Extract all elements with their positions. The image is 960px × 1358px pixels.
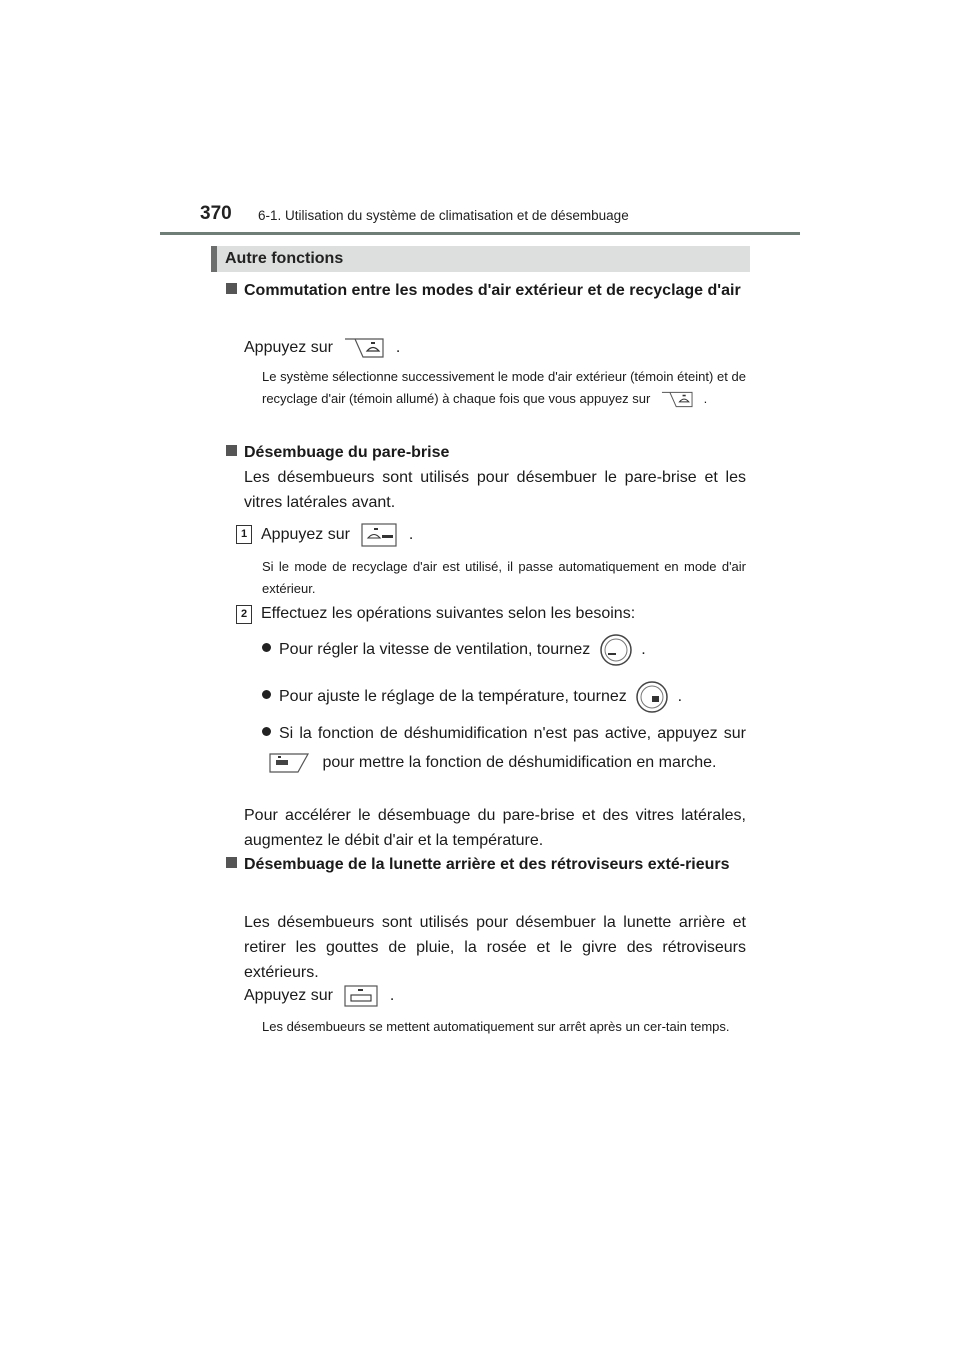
section-accent [211, 246, 217, 272]
step-number-2: 2 [236, 605, 252, 624]
rear-heading: Désembuage de la lunette arrière et des rétroviseurs exté-rieurs [226, 852, 746, 877]
section-title-bar [211, 246, 750, 272]
step-number-1: 1 [236, 525, 252, 544]
section-title: Autre fonctions [225, 250, 344, 267]
fan-speed-knob-icon [599, 633, 633, 667]
recirc-heading: Commutation entre les modes d'air extérieur et de recyclage d'air [226, 278, 746, 303]
round-bullet-icon [262, 643, 271, 652]
recirculation-button-icon [660, 390, 694, 409]
recirc-note: Le système sélectionne successivement le mode d'air extérieur (témoin éteint) et de recyclage d'air (témoin allumé) à chaque fois que vous appuyez sur . [262, 366, 746, 410]
round-bullet-icon [262, 690, 271, 699]
step1-instruction: Appuyez sur . [261, 522, 746, 548]
header-rule [160, 232, 800, 235]
windshield-intro: Les désembueurs sont utilisés pour désembuer le pare-brise et les vitres latérales avant. [244, 469, 746, 511]
windshield-heading: Désembuage du pare-brise [226, 440, 746, 465]
rear-defogger-button-icon [343, 984, 379, 1008]
step1-note: Si le mode de recyclage d'air est utilisé, il passe automatiquement en mode d'air extérieur. [262, 559, 746, 596]
square-bullet-icon [226, 283, 237, 294]
running-head: 6-1. Utilisation du système de climatisation et de désembuage [258, 208, 629, 223]
rear-instruction: Appuyez sur . [244, 983, 746, 1008]
temperature-knob-icon [635, 680, 669, 714]
ac-button-icon [268, 751, 312, 775]
windshield-tip: Pour accélérer le désembuage du pare-brise et des vitres latérales, augmentez le débit d'air et la température. [244, 807, 746, 849]
recirc-instruction: Appuyez sur . [244, 335, 746, 360]
recirculation-button-icon [343, 336, 385, 360]
rear-note: Les désembueurs se mettent automatiquement sur arrêt après un cer-tain temps. [262, 1019, 730, 1034]
bullet-dehumidify: Si la fonction de déshumidification n'est pas active, appuyez sur pour mettre la fonction de déshumidification en marche. [262, 719, 746, 777]
step2-instruction: Effectuez les opérations suivantes selon les besoins: [261, 605, 636, 622]
round-bullet-icon [262, 727, 271, 736]
bullet-fan-speed: Pour régler la vitesse de ventilation, tournez . [262, 633, 746, 667]
page-number: 370 [200, 203, 232, 224]
front-defogger-button-icon [360, 522, 398, 548]
rear-intro: Les désembueurs sont utilisés pour désembuer la lunette arrière et retirer les gouttes de pluie, la rosée et le givre des rétroviseurs extérieurs. [244, 914, 746, 981]
square-bullet-icon [226, 445, 237, 456]
square-bullet-icon [226, 857, 237, 868]
bullet-temperature: Pour ajuste le réglage de la température, tournez . [262, 680, 746, 714]
